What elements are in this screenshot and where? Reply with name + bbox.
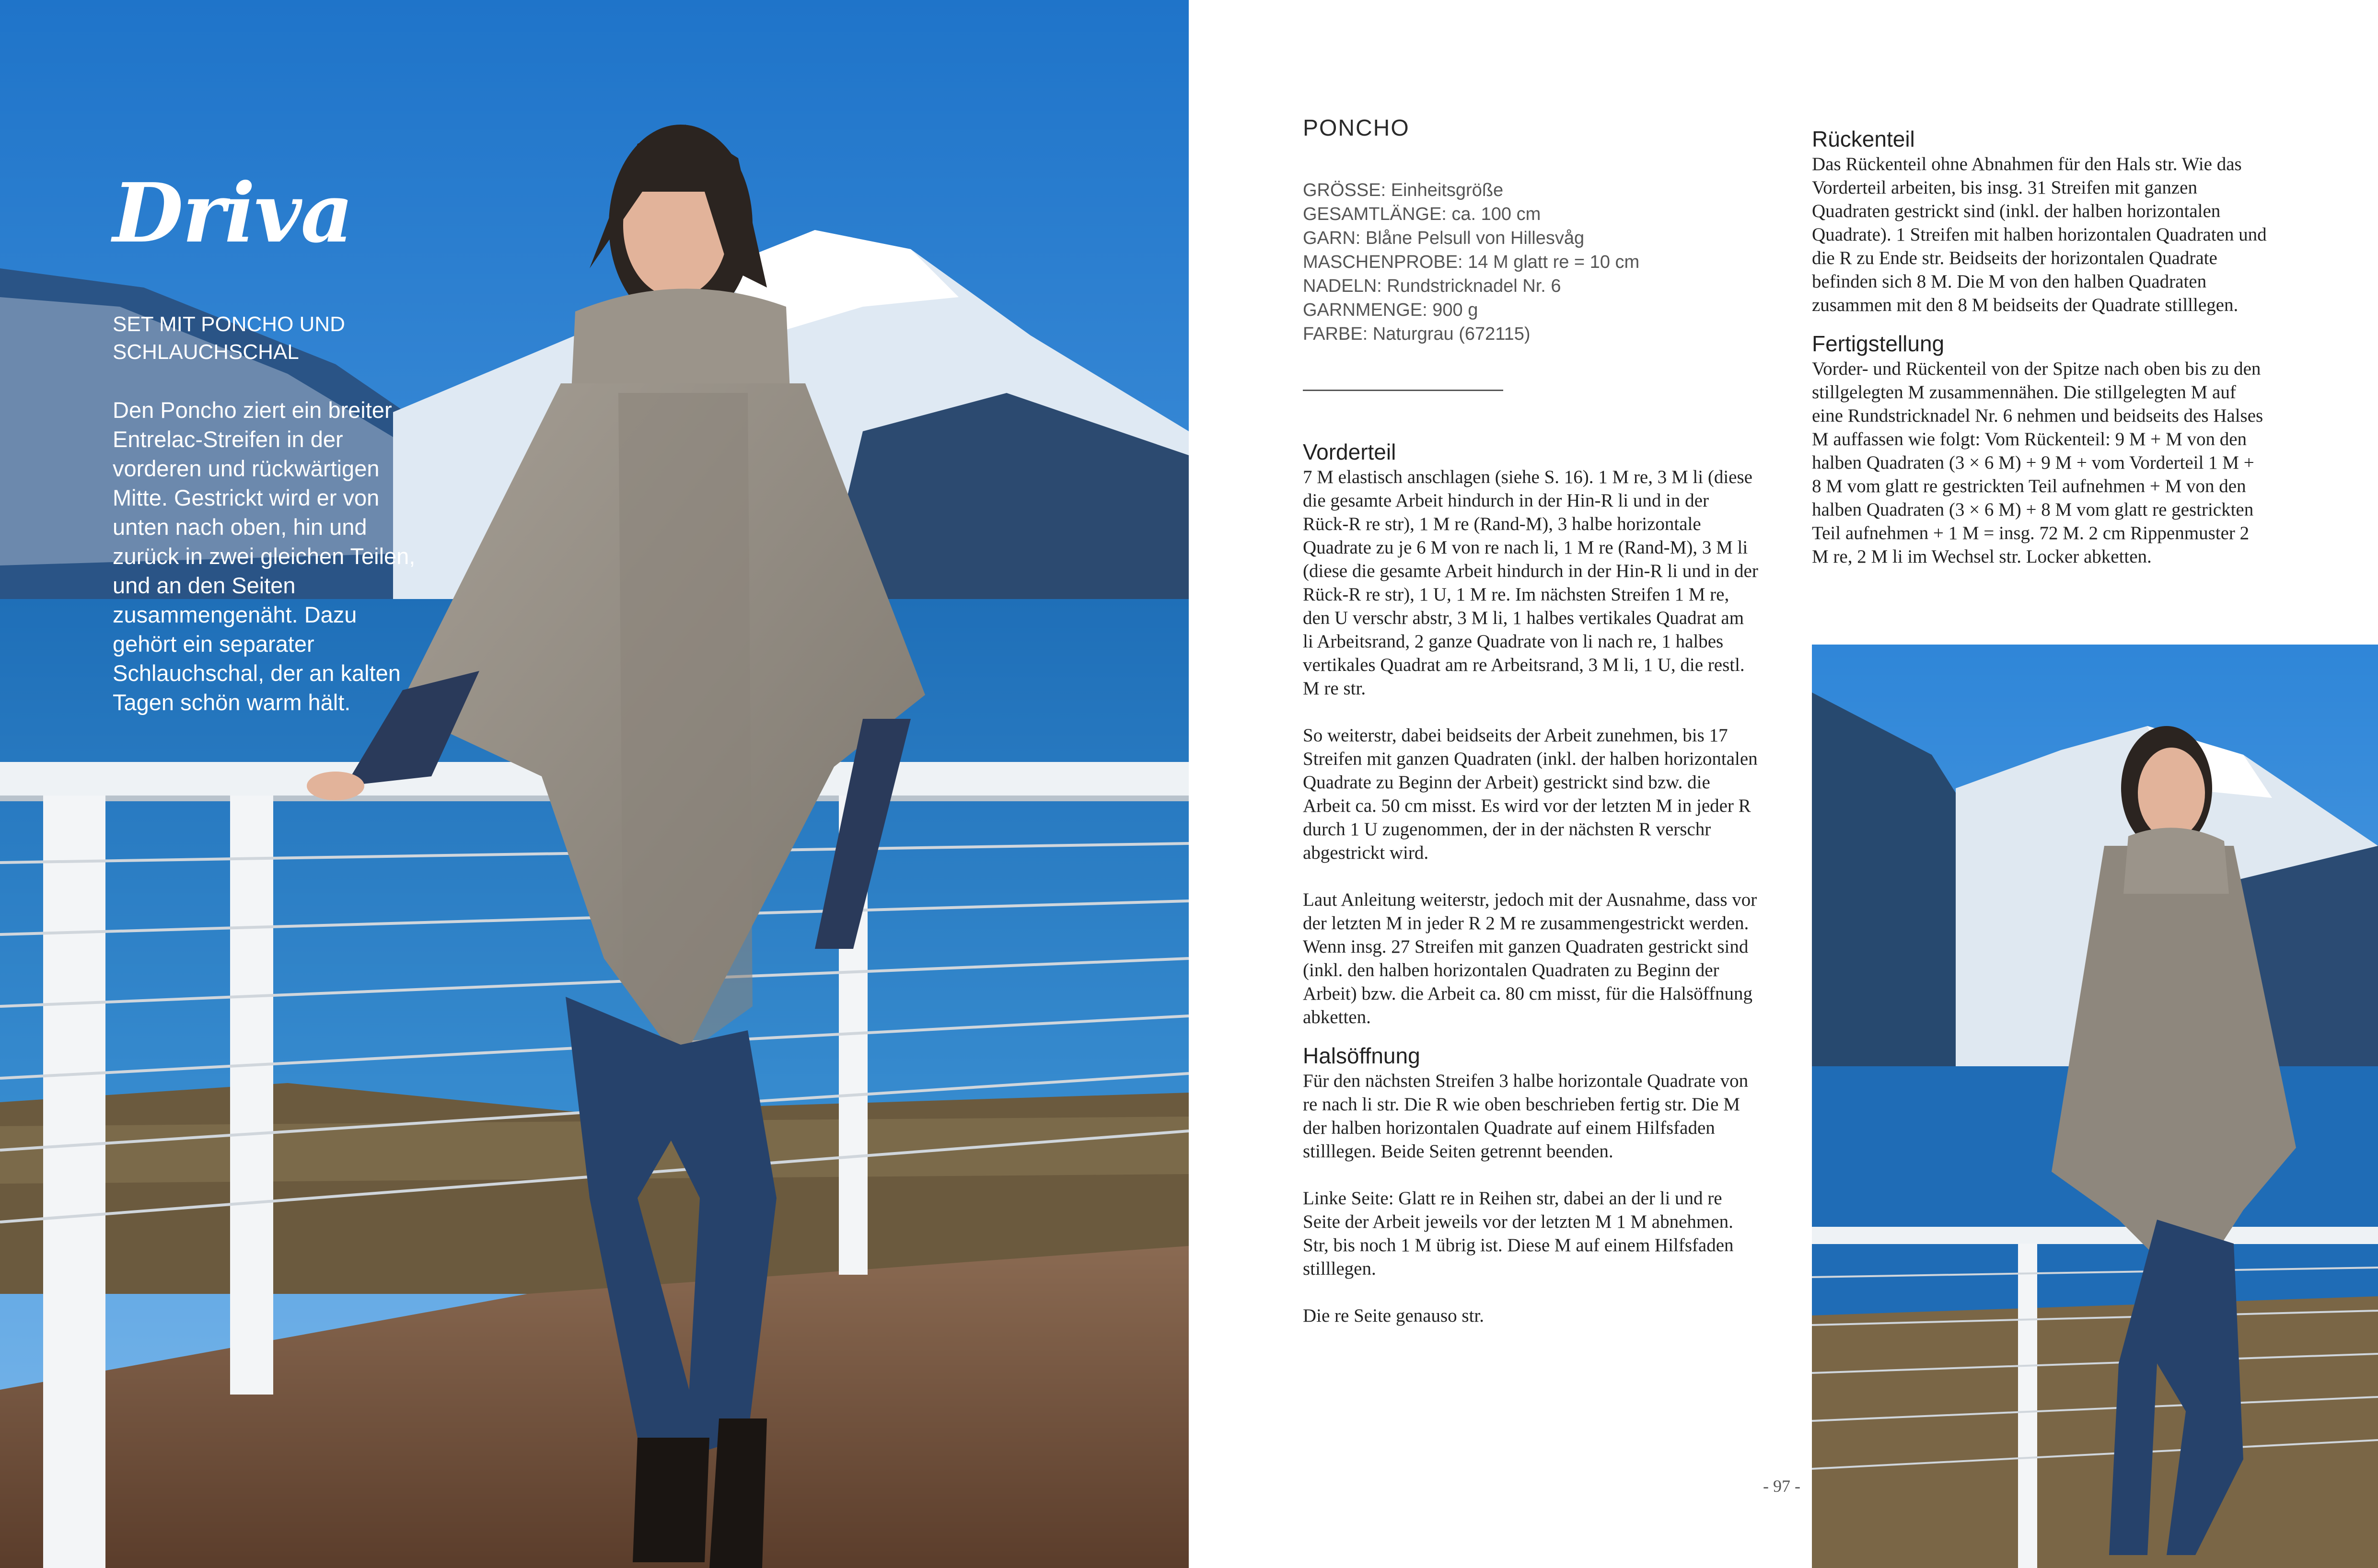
spec-gauge: MASCHENPROBE: 14 M glatt re = 10 cm	[1303, 252, 1640, 272]
vorderteil-heading: Vorderteil	[1303, 439, 1396, 464]
spec-color: FARBE: Naturgrau (672115)	[1303, 324, 1531, 344]
fjord-scene-illustration-small	[1812, 645, 2378, 1568]
spec-size: GRÖSSE: Einheitsgröße	[1303, 180, 1504, 200]
vorderteil-paragraph-2: So weiterstr, dabei beidseits der Arbeit zunehmen, bis 17 Streifen mit ganzen Quadraten (inkl. der halben horizontalen Quadrate zu Beginn der Arbeit) gestrickt sind bzw. die Arbeit ca. 50 cm misst. Es wird vor der letzten M in jeder R durch 1 U zugenommen, der in der nächsten R verschr abgestrickt wird.	[1303, 725, 1758, 863]
specs-list	[1303, 178, 1639, 346]
section-title: PONCHO	[1303, 115, 1410, 141]
spec-yarn: GARN: Blåne Pelsull von Hillesvåg	[1303, 228, 1585, 248]
halsoeffnung-paragraph-2: Linke Seite: Glatt re in Reihen str, dabei an der li und re Seite der Arbeit jeweils vor der letzten M 1 M abnehmen. Str, bis noch 1 M übrig ist. Diese M auf einem Hilfsfaden stilllegen.	[1303, 1188, 1734, 1279]
page-number: - 97 -	[1763, 1476, 1800, 1496]
halsoeffnung-paragraph-3: Die re Seite genauso str.	[1303, 1305, 1484, 1326]
secondary-photo	[1812, 645, 2378, 1568]
rueckenteil-heading: Rückenteil	[1812, 127, 1915, 151]
rueckenteil-paragraph: Das Rückenteil ohne Abnahmen für den Hals str. Wie das Vorderteil arbeiten, bis insg. 31 Streifen mit ganzen Quadraten gestrickt sind (inkl. der halben horizontalen Quadrate). 1 Streifen mit halben horizontalen Quadraten und die R zu Ende str. Beidseits der horizontalen Quadrate befinden sich 8 M. Die M von den halben Quadraten zusammen mit den 8 M beidseits der Quadrate stilllegen.	[1812, 154, 2267, 315]
spec-needles: NADELN: Rundstricknadel Nr. 6	[1303, 276, 1561, 296]
vorderteil-paragraph-1: 7 M elastisch anschlagen (siehe S. 16). 1 M re, 3 M li (diese die gesamte Arbeit hindurch in der Hin-R li und in der Rück-R re str), 1 M re (Rand-M), 3 halbe horizontale Quadrate zu je 6 M von re nach li, 1 M re (Rand-M), 3 M li (diese die gesamte Arbeit hindurch in der Hin-R li und in der Rück-R re str), 1 U, 1 M re. Im nächsten Streifen 1 M re, den U verschr abstr, 3 M li, 1 halbes vertikales Quadrat am li Arbeitsrand, 2 ganze Quadrate von li nach re, 1 halbes vertikales Quadrat am re Arbeitsrand, 3 M li, 1 U, die restl. M re str.	[1303, 467, 1758, 699]
divider-rule	[1303, 390, 1503, 391]
spec-length: GESAMTLÄNGE: ca. 100 cm	[1303, 204, 1541, 224]
headline: Driva	[113, 165, 353, 261]
subhead: SET MIT PONCHO UND SCHLAUCHSCHAL	[113, 312, 345, 364]
spec-amount: GARNMENGE: 900 g	[1303, 300, 1478, 320]
fertigstellung-heading: Fertigstellung	[1812, 331, 1945, 356]
halsoeffnung-heading: Halsöffnung	[1303, 1043, 1420, 1068]
vorderteil-paragraph-3: Laut Anleitung weiterstr, jedoch mit der Ausnahme, dass vor der letzten M in jeder R 2 M re zusammengestrickt werden. Wenn insg. 27 Streifen mit ganzen Quadraten gestrickt sind (inkl. den halben horizontalen Quadraten zu Beginn der Arbeit) bzw. die Arbeit ca. 80 cm misst, für die Halsöffnung abketten.	[1303, 889, 1757, 1027]
halsoeffnung-paragraph-1: Für den nächsten Streifen 3 halbe horizontale Quadrate von re nach li str. Die R wie oben beschrieben fertig str. Die M der halben horizontalen Quadrate auf einem Hilfsfaden stilllegen. Beide Seiten getrennt beenden.	[1303, 1071, 1749, 1162]
instructions-column-2	[1812, 126, 2267, 568]
intro-paragraph: Den Poncho ziert ein breiter Entrelac-Streifen in der vorderen und rückwärtigen Mitte. Gestrickt wird er von unten nach oben, hin und zurück in zwei gleichen Teilen, und an den Seiten zusammengenäht. Dazu gehört ein separater Schlauchschal, der an kalten Tagen schön warm hält.	[113, 397, 416, 715]
instructions-column-1	[1303, 438, 1758, 1327]
fertigstellung-paragraph: Vorder- und Rückenteil von der Spitze nach oben bis zu den stillgelegten M zusammennähen. Die stillgelegten M auf eine Rundstricknadel Nr. 6 nehmen und beidseits des Halses M auffassen wie folgt: Vom Rückenteil: 9 M + M von den halben Quadraten (3 × 6 M) + 9 M + vom Vorderteil 1 M + 8 M vom glatt re gestrickten Teil aufnehmen + M von den halben Quadraten (3 × 6 M) + 8 M vom glatt re gestrickten Teil aufnehmen + 1 M = insg. 72 M. 2 cm Rippenmuster 2 M re, 2 M li im Wechsel str. Locker abketten.	[1812, 358, 2263, 567]
